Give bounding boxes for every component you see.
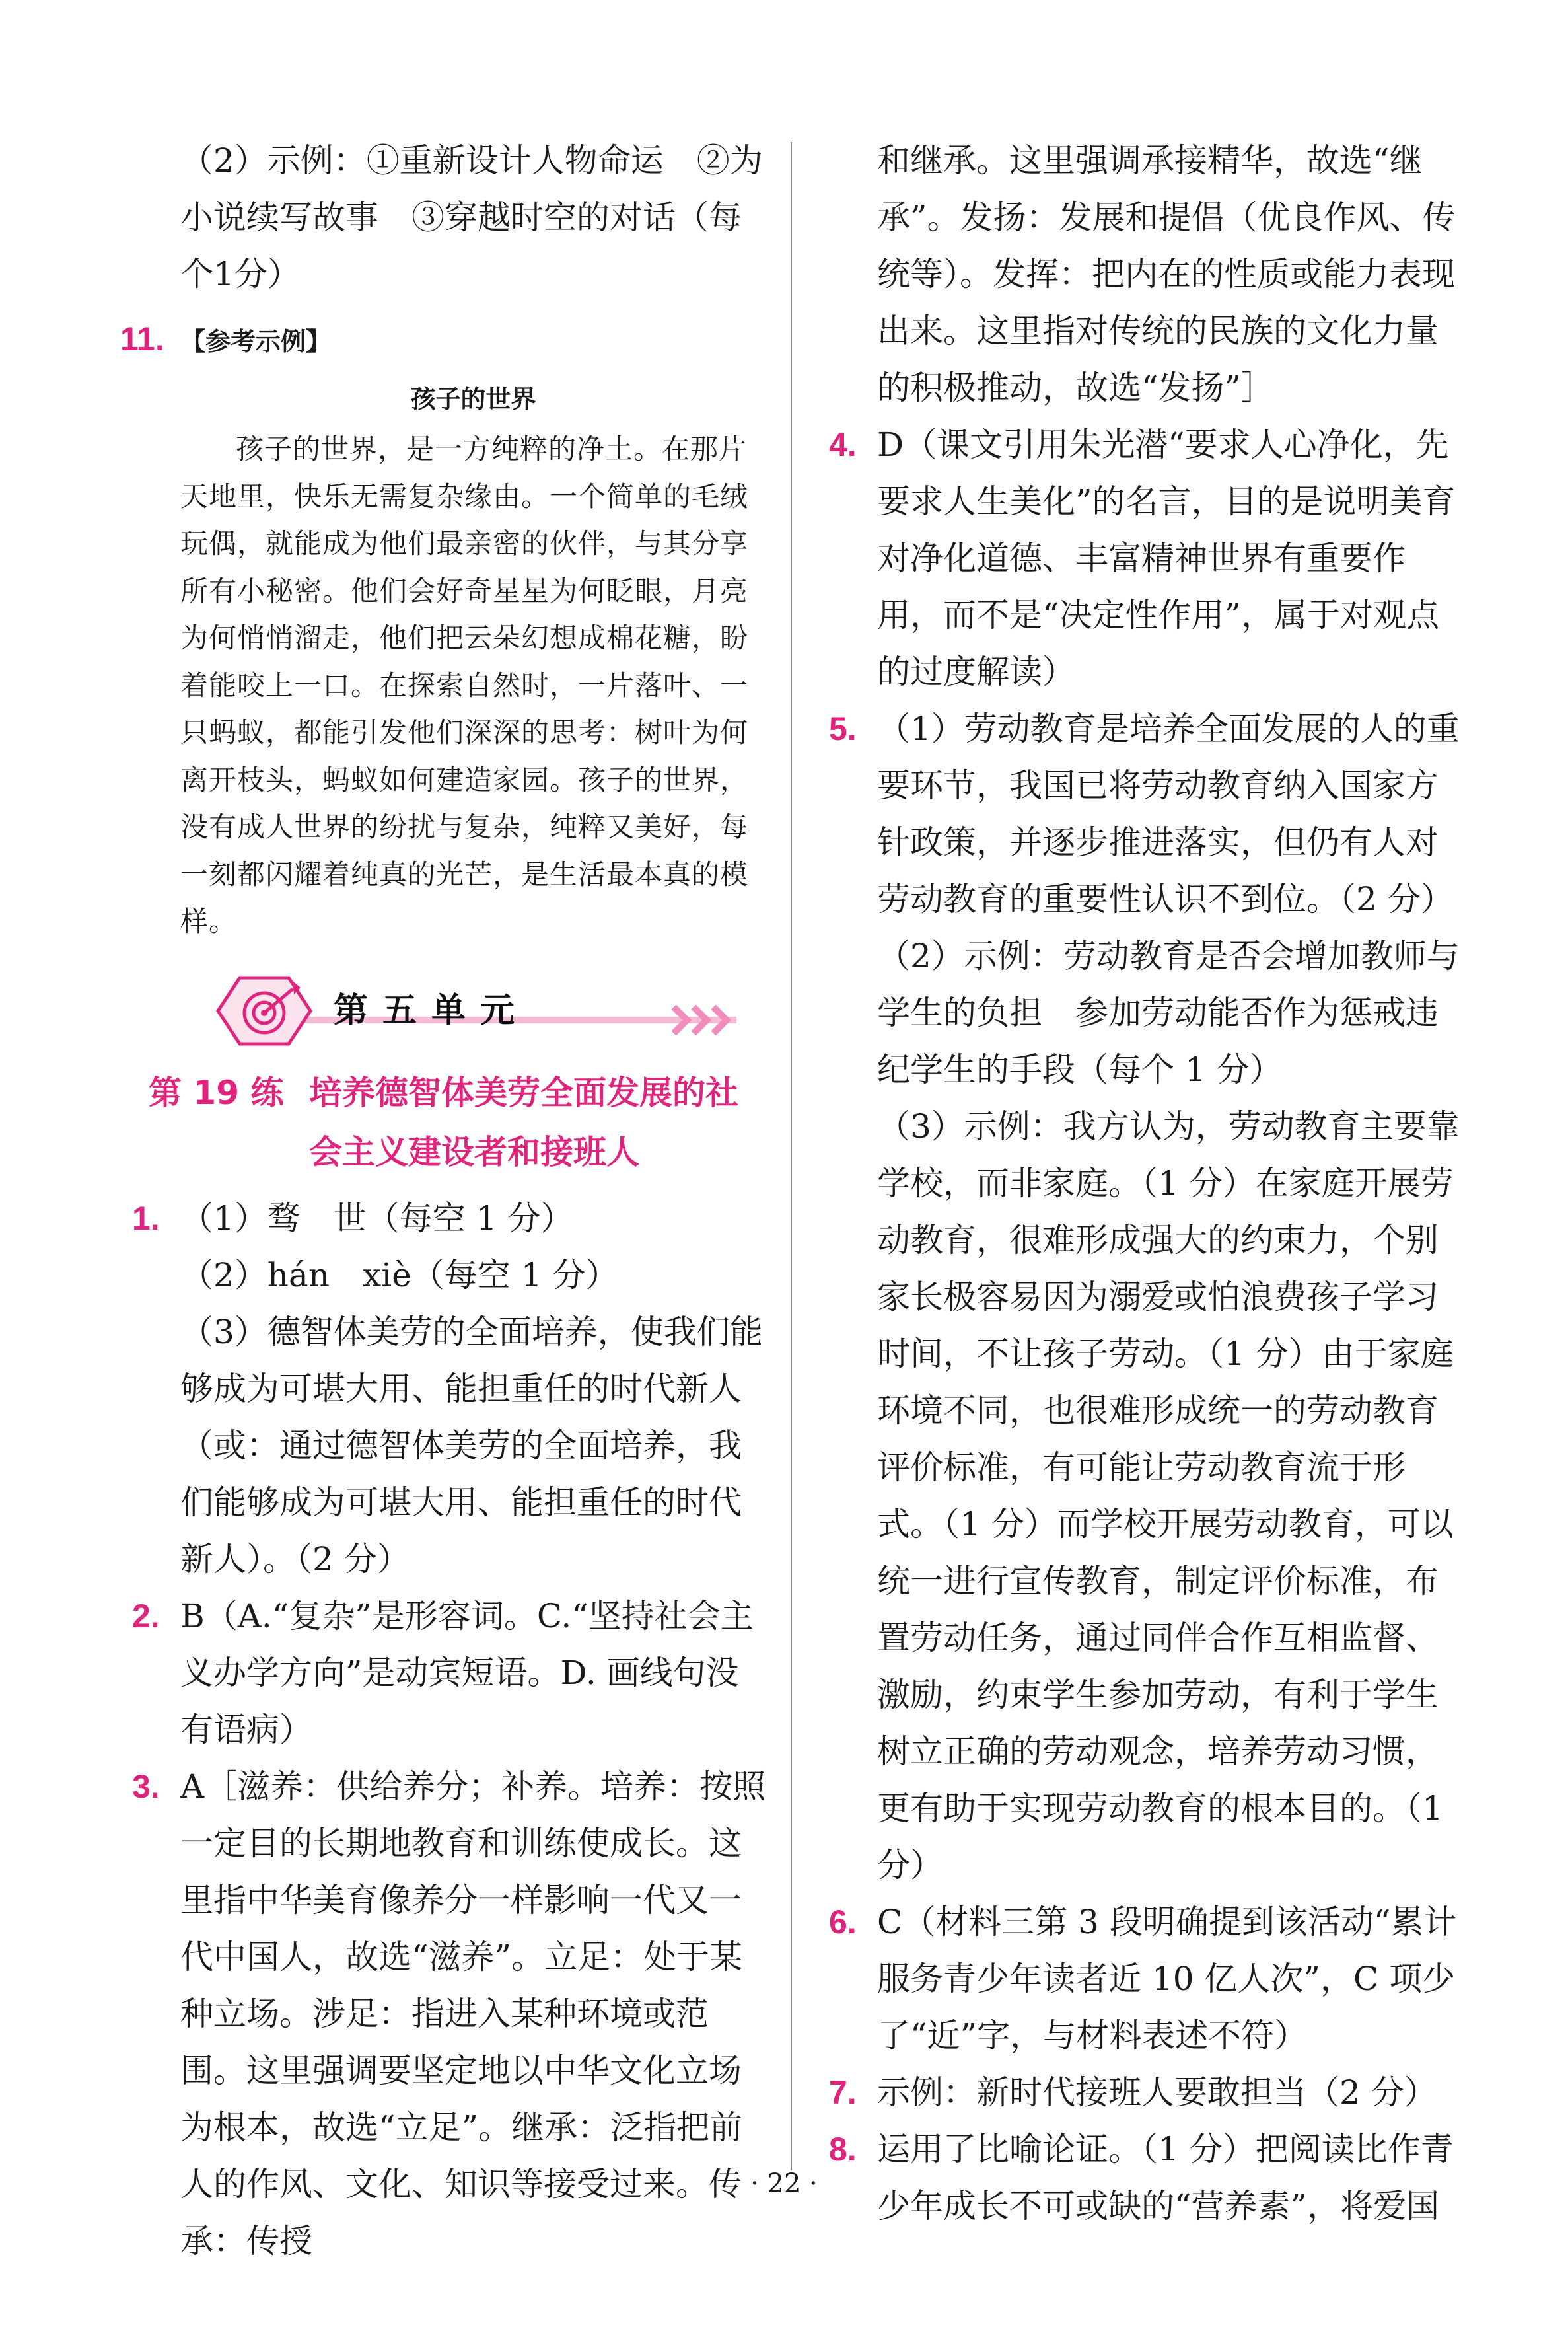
answer-q1 [132,1190,766,1588]
reference-tag: 【参考示例】 [180,327,332,356]
lesson-title: 培养德智体美劳全面发展的社会主义建设者和接班人 [309,1073,738,1171]
answer-q10-part2: （2）示例：①重新设计人物命运 ②为小说续写故事 ③穿越时空的对话（每个1分） [180,141,763,293]
answer-q5-part1: （1）劳动教育是培养全面发展的人的重要环节，我国已将劳动教育纳入国家方针政策，并逐步推进落实，但仍有人对劳动教育的重要性认识不到位。（2 分） [877,710,1460,918]
answer-q3-text: A［滋养：供给养分；补养。培养：按照一定目的长期地教育和训练使成长。这里指中华美育像养分一样影响一代又一代中国人，故选“滋养”。立足：处于某种立场。涉足：指进入某种环境或范围。这里强调要坚定地以中华文化立场为根本，故选“立足”。继承：泛指把前人的作风、文化、知识等接受过来。传承：传授 [180,1767,766,2260]
answer-q4-text: D（课文引用朱光潜“要求人心净化，先要求人生美化”的名言，目的是说明美育对净化道德、丰富精神世界有重要作用，而不是“决定性作用”，属于对观点的过度解读） [877,425,1456,691]
right-column [829,132,1460,2234]
question-number: 6. [829,1903,857,1940]
answer-q2-text: B（A.“复杂”是形容词。C.“坚持社会主义办学方向”是动宾短语。D. 画线句没有语病） [180,1596,754,1749]
answer-q5-part3: （3）示例：我方认为，劳动教育主要靠学校，而非家庭。（1 分）在家庭开展劳动教育，很难形成强大的约束力，个别家长极容易因为溺爱或怕浪费孩子学习时间，不让孩子劳动。（1 分）由于家庭环境不同，也很难形成统一的劳动教育评价标准，有可能让劳动教育流于形式。（1 分）而学校开展劳动教育，可以统一进行宣传教育，制定评价标准，布置劳动任务，通过同伴合作互相监督、激励，约束学生参加劳动，有利于学生树立正确的劳动观念，培养劳动习惯，更有助于实现劳动教育的根本目的。（1 分） [877,1107,1460,1884]
answer-q6 [829,1894,1460,2064]
essay-title: 孩子的世界 [410,385,536,414]
unit-banner [215,969,796,1049]
question-number: 5. [829,710,857,747]
essay-body: 孩子的世界，是一方纯粹的净土。在那片天地里，快乐无需复杂缘由。一个简单的毛绒玩偶，就能成为他们最亲密的伙伴，与其分享所有小秘密。他们会好奇星星为何眨眼，月亮为何悄悄溜走，他们把云朵幻想成棉花糖，盼着能咬上一口。在探索自然时，一片落叶、一只蚂蚁，都能引发他们深深的思考：树叶为何离开枝头，蚂蚁如何建造家园。孩子的世界，没有成人世界的纷扰与复杂，纯粹又美好，每一刻都闪耀着纯真的光芒，是生活最本真的模样。 [180,433,749,938]
answer-q1-part1: （1）骛 世（每空 1 分） [180,1199,574,1237]
answer-q7 [829,2064,1460,2121]
target-hexagon-icon [215,975,314,1047]
answer-q1-part3: （3）德智体美劳的全面培养，使我们能够成为可堪大用、能担重任的时代新人（或：通过德智体美劳的全面培养，我们能够成为可堪大用、能担重任的时代新人）。（2 分） [180,1312,763,1578]
question-number: 7. [829,2074,857,2111]
answer-q6-text: C（材料三第 3 段明确提到该活动“累计服务青少年读者近 10 亿人次”，C 项少了“近”字，与材料表述不符） [877,1903,1457,2055]
question-number: 1. [132,1199,160,1237]
answer-q8-text: 运用了比喻论证。（1 分）把阅读比作青少年成长不可或缺的“营养素”，将爱国 [877,2130,1454,2225]
answer-q4 [829,416,1460,700]
answer-q7-text: 示例：新时代接班人要敢担当（2 分） [877,2073,1437,2112]
lesson-number: 第 19 练 [149,1073,284,1112]
answer-q5-part2: （2）示例：劳动教育是否会增加教师与学生的负担 参加劳动能否作为惩戒违纪学生的手段（每个 1 分） [877,937,1460,1089]
question-number: 3. [132,1767,160,1805]
question-number: 8. [829,2131,857,2168]
question-number: 11. [120,320,164,357]
unit-title: 第五单元 [334,990,530,1031]
column-divider [791,142,792,2170]
answer-q1-part2: （2）hán xiè（每空 1 分） [180,1255,619,1294]
question-number: 4. [829,426,857,463]
answer-q5 [829,700,1460,1894]
question-number: 2. [132,1597,160,1635]
left-column [120,132,766,2270]
lesson-heading [132,1063,766,1182]
answer-q3-continued: 和继承。这里强调承接精华，故选“继承”。发扬：发展和提倡（优良作风、传统等）。发挥：把内在的性质或能力表现出来。这里指对传统的民族的文化力量的积极推动，故选“发扬”］ [877,141,1456,407]
page-number: · 22 · [750,2168,818,2199]
chevron-arrows-icon [670,1004,743,1037]
answer-q2 [132,1588,766,1758]
answer-q11 [120,311,766,370]
